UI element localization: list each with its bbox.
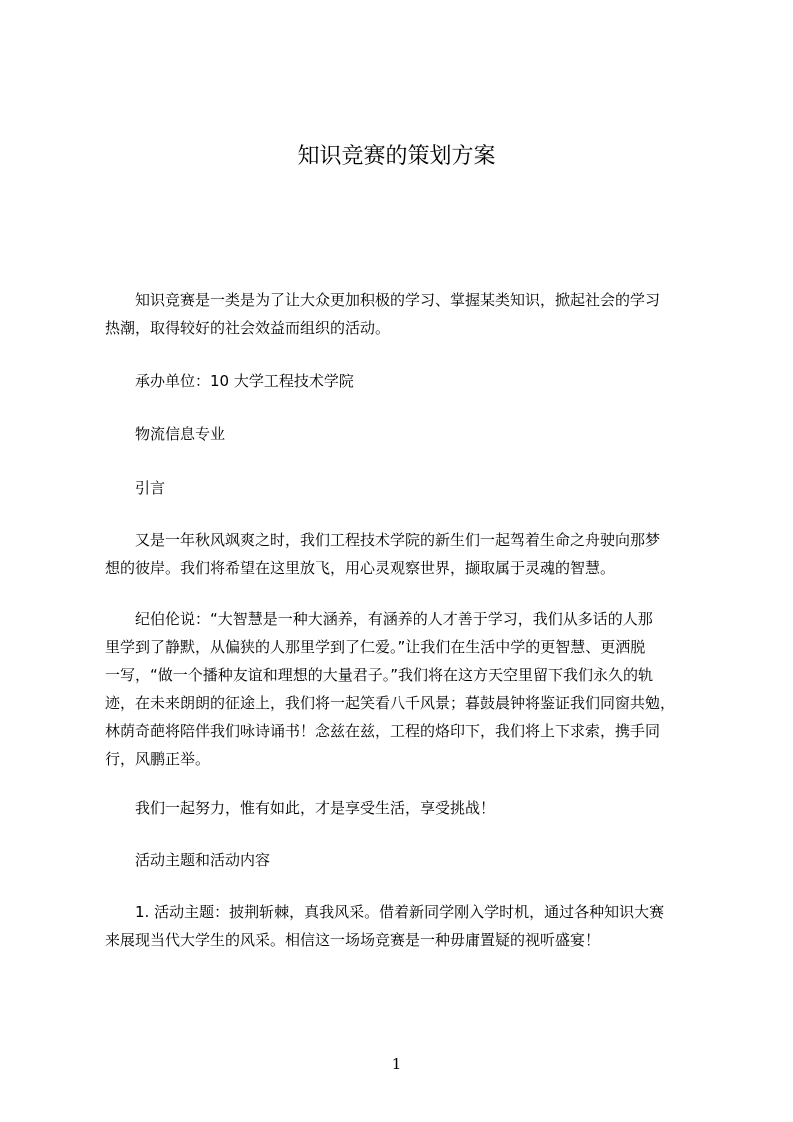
paragraph-line: 一写，“做一个播种友谊和理想的大量君子。”我们将在这方天空里留下我们永久的轨 bbox=[105, 666, 654, 684]
paragraph-line: 热潮，取得较好的社会效益而组织的活动。 bbox=[105, 319, 391, 337]
document-title: 知识竞赛的策划方案 bbox=[297, 144, 496, 169]
paragraph-line: 来展现当代大学生的风采。相信这一场场竞赛是一种毋庸置疑的视听盛宴！ bbox=[105, 931, 601, 949]
paragraph-line: 又是一年秋风飒爽之时，我们工程技术学院的新生们一起驾着生命之舟驶向那梦 bbox=[105, 531, 661, 549]
paragraph-line: 想的彼岸。我们将希望在这里放飞，用心灵观察世界，撷取属于灵魂的智慧。 bbox=[105, 559, 616, 577]
paragraph-quote bbox=[105, 605, 707, 773]
paragraph-line: 林荫奇葩将陪伴我们咏诗诵书！念兹在兹，工程的烙印下，我们将上下求索，携手同 bbox=[105, 722, 661, 740]
paragraph-line: 1. 活动主题：披荆斩棘，真我风采。借着新同学刚入学时机，通过各种知识大赛 bbox=[105, 903, 665, 921]
paragraph-theme-heading bbox=[105, 846, 707, 874]
paragraph-theme bbox=[105, 898, 707, 954]
page-number: 1 bbox=[391, 1055, 402, 1073]
paragraph-preface bbox=[105, 526, 707, 582]
paragraph-line: 知识竞赛是一类是为了让大众更加积极的学习、掌握某类知识，掀起社会的学习 bbox=[105, 291, 661, 309]
paragraph-preface-heading bbox=[105, 474, 707, 502]
paragraph-line: 里学到了静默，从偏狭的人那里学到了仁爱。”让我们在生活中学的更智慧、更洒脱 bbox=[105, 638, 646, 656]
paragraph-line: 迹，在未来朗朗的征途上，我们将一起笑看八千风景；暮鼓晨钟将鉴证我们同窗共勉， bbox=[105, 694, 676, 712]
paragraph-intro bbox=[105, 286, 707, 342]
paragraph-line: 引言 bbox=[105, 479, 166, 497]
paragraph-effort bbox=[105, 794, 707, 822]
paragraph-line: 行，风鹏正举。 bbox=[105, 750, 211, 768]
paragraph-major bbox=[105, 420, 707, 448]
paragraph-line: 纪伯伦说：“大智慧是一种大涵养，有涵养的人才善于学习，我们从多话的人那 bbox=[105, 610, 653, 628]
paragraph-line: 承办单位：10 大学工程技术学院 bbox=[105, 372, 354, 390]
paragraph-line: 我们一起努力，惟有如此，才是享受生活，享受挑战！ bbox=[105, 799, 496, 817]
paragraph-line: 活动主题和活动内容 bbox=[105, 851, 271, 869]
paragraph-organizer bbox=[105, 367, 707, 395]
paragraph-line: 物流信息专业 bbox=[105, 425, 226, 443]
